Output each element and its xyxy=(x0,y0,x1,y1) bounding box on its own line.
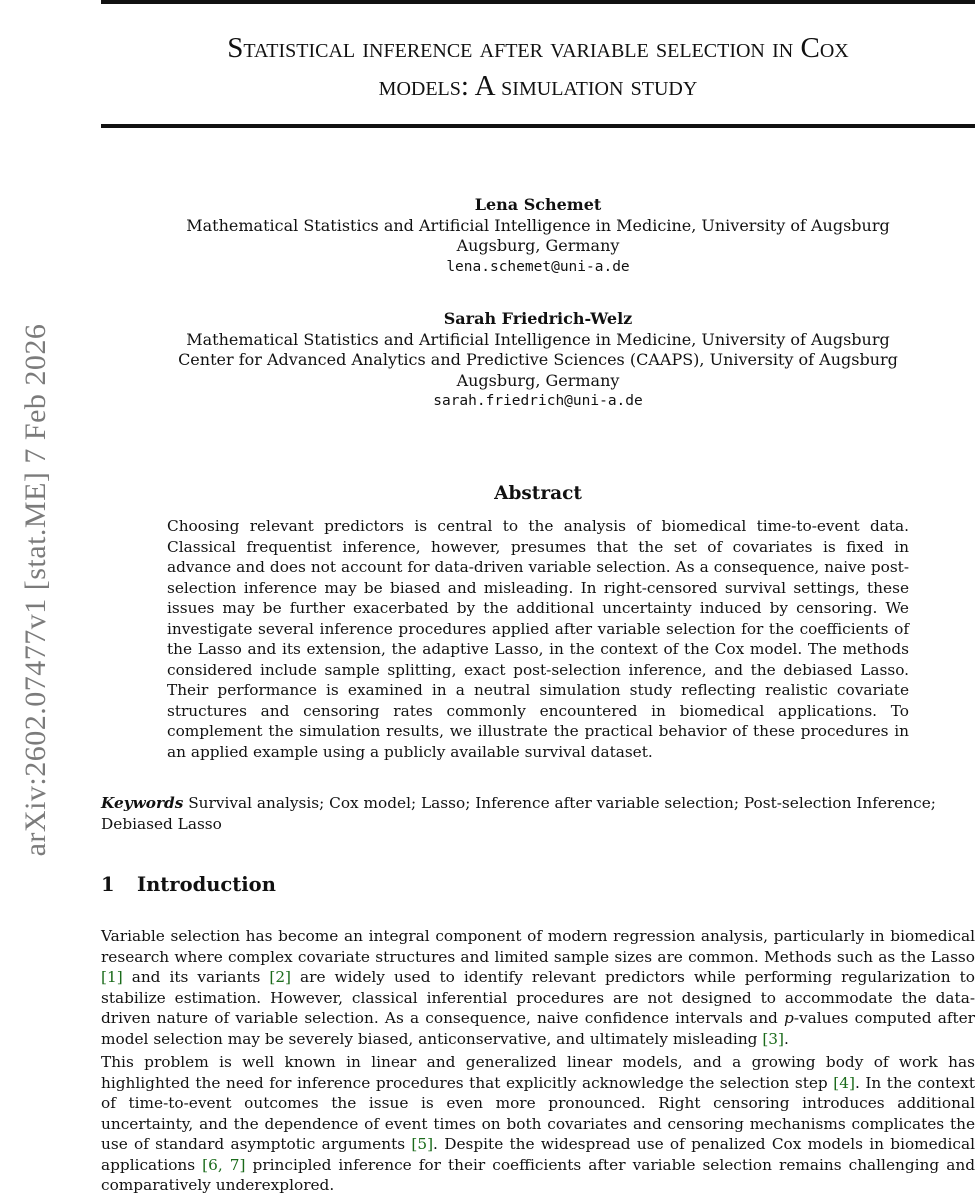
abstract-text: Choosing relevant predictors is central to the analysis of biomedical time-to-event data. Classical frequentist inference, however, presumes that the set of covariates is fixed in advance and does not account for data-driven variable selection. As a consequence, naive post-selection inference may be biased and misleading. In right-censored survival settings, these issues may be further exacerbated by the additional uncertainty induced by censoring. We investigate several inference procedures applied after variable selection for the coefficients of the Lasso and its extension, the adaptive Lasso, in the context of the Cox model. The methods considered include sample splitting, exact post-selection inference, and the debiased Lasso. Their performance is examined in a neutral simulation study reflecting realistic covariate structures and censoring rates commonly encountered in biomedical applications. To complement the simulation results, we illustrate the practical behavior of these procedures in an applied example using a publicly available survival dataset. xyxy=(167,517,909,761)
author-affiliation: Mathematical Statistics and Artificial Intelligence in Medicine, University of Augsburg xyxy=(186,215,890,235)
text-run: This problem is well known in linear and generalized linear models, and a growing body of work has highlighted the need for inference procedures that explicitly acknowledge the selection step xyxy=(101,1053,975,1092)
author-name: Sarah Friedrich-Welz xyxy=(443,309,633,328)
text-run: . Despite the widespread use of penalized Cox models in biomedical applications xyxy=(101,1135,975,1174)
intro-paragraph-2 xyxy=(101,1052,975,1196)
keywords-label: Keywords xyxy=(101,794,184,812)
author-affiliation: Augsburg, Germany xyxy=(456,370,620,390)
text-run: -values computed after model selection may be severely biased, anticonservative, and ultimately misleading xyxy=(101,1009,975,1048)
author-affiliation: Mathematical Statistics and Artificial Intelligence in Medicine, University of Augsburg xyxy=(186,329,890,349)
author-email[interactable]: lena.schemet@uni-a.de xyxy=(446,258,630,275)
author-name: Lena Schemet xyxy=(474,195,602,214)
title-line-2: models: A simulation study xyxy=(378,70,698,102)
paper-title xyxy=(101,29,975,105)
title-top-rule xyxy=(101,0,975,4)
p-variable: p xyxy=(784,1009,794,1027)
author-email[interactable]: sarah.friedrich@uni-a.de xyxy=(433,393,643,409)
citation-link[interactable]: [5] xyxy=(411,1135,434,1153)
arxiv-identifier[interactable]: arXiv:2602.07477v1 [stat.ME] 7 Feb 2026 xyxy=(19,323,52,857)
abstract-heading: Abstract xyxy=(494,483,582,504)
citation-link[interactable]: [6, xyxy=(202,1155,223,1174)
section-title: Introduction xyxy=(137,873,276,896)
citation-link[interactable]: 7] xyxy=(229,1155,246,1174)
section-heading xyxy=(101,873,975,896)
text-run: . xyxy=(784,1029,789,1048)
citation-link[interactable]: [2] xyxy=(269,968,292,986)
citation-link[interactable]: [3] xyxy=(762,1029,784,1048)
keywords xyxy=(101,793,975,834)
citation-link[interactable]: [1] xyxy=(101,968,123,986)
author-block-1 xyxy=(101,195,975,277)
citation-link[interactable]: [4] xyxy=(833,1073,855,1092)
author-block-2 xyxy=(101,309,975,412)
author-affiliation: Augsburg, Germany xyxy=(456,236,620,255)
text-run: are widely used to identify relevant predictors while performing regularization to stabilize estimation. However, classical inferential procedures are not designed to accommodate the data-driven nature of variable selection. As a consequence, naive confidence intervals and xyxy=(101,968,975,1027)
section-number: 1 xyxy=(101,873,115,896)
text-run: Variable selection has become an integral component of modern regression analysis, particularly in biomedical research where complex covariate structures and limited sample sizes are common. Methods such as the Lasso xyxy=(101,927,975,966)
title-bottom-rule xyxy=(101,124,975,128)
text-run: principled inference for their coefficients after variable selection remains challenging and comparatively underexplored. xyxy=(101,1155,975,1194)
intro-paragraph-1 xyxy=(101,926,975,1049)
text-run: and its variants xyxy=(122,968,270,986)
title-line-1: Statistical inference after variable selection in Cox xyxy=(227,32,849,64)
text-run: . In the context of time-to-event outcomes the issue is even more pronounced. Right censoring introduces additional uncertainty, and the dependence of event times on both covariates and censoring mechanisms complicates the use of standard asymptotic arguments xyxy=(101,1073,976,1153)
keywords-text: Survival analysis; Cox model; Lasso; Inference after variable selection; Post-selection Inference; Debiased Lasso xyxy=(101,794,936,833)
author-affiliation: Center for Advanced Analytics and Predictive Sciences (CAAPS), University of Augsburg xyxy=(178,350,898,369)
